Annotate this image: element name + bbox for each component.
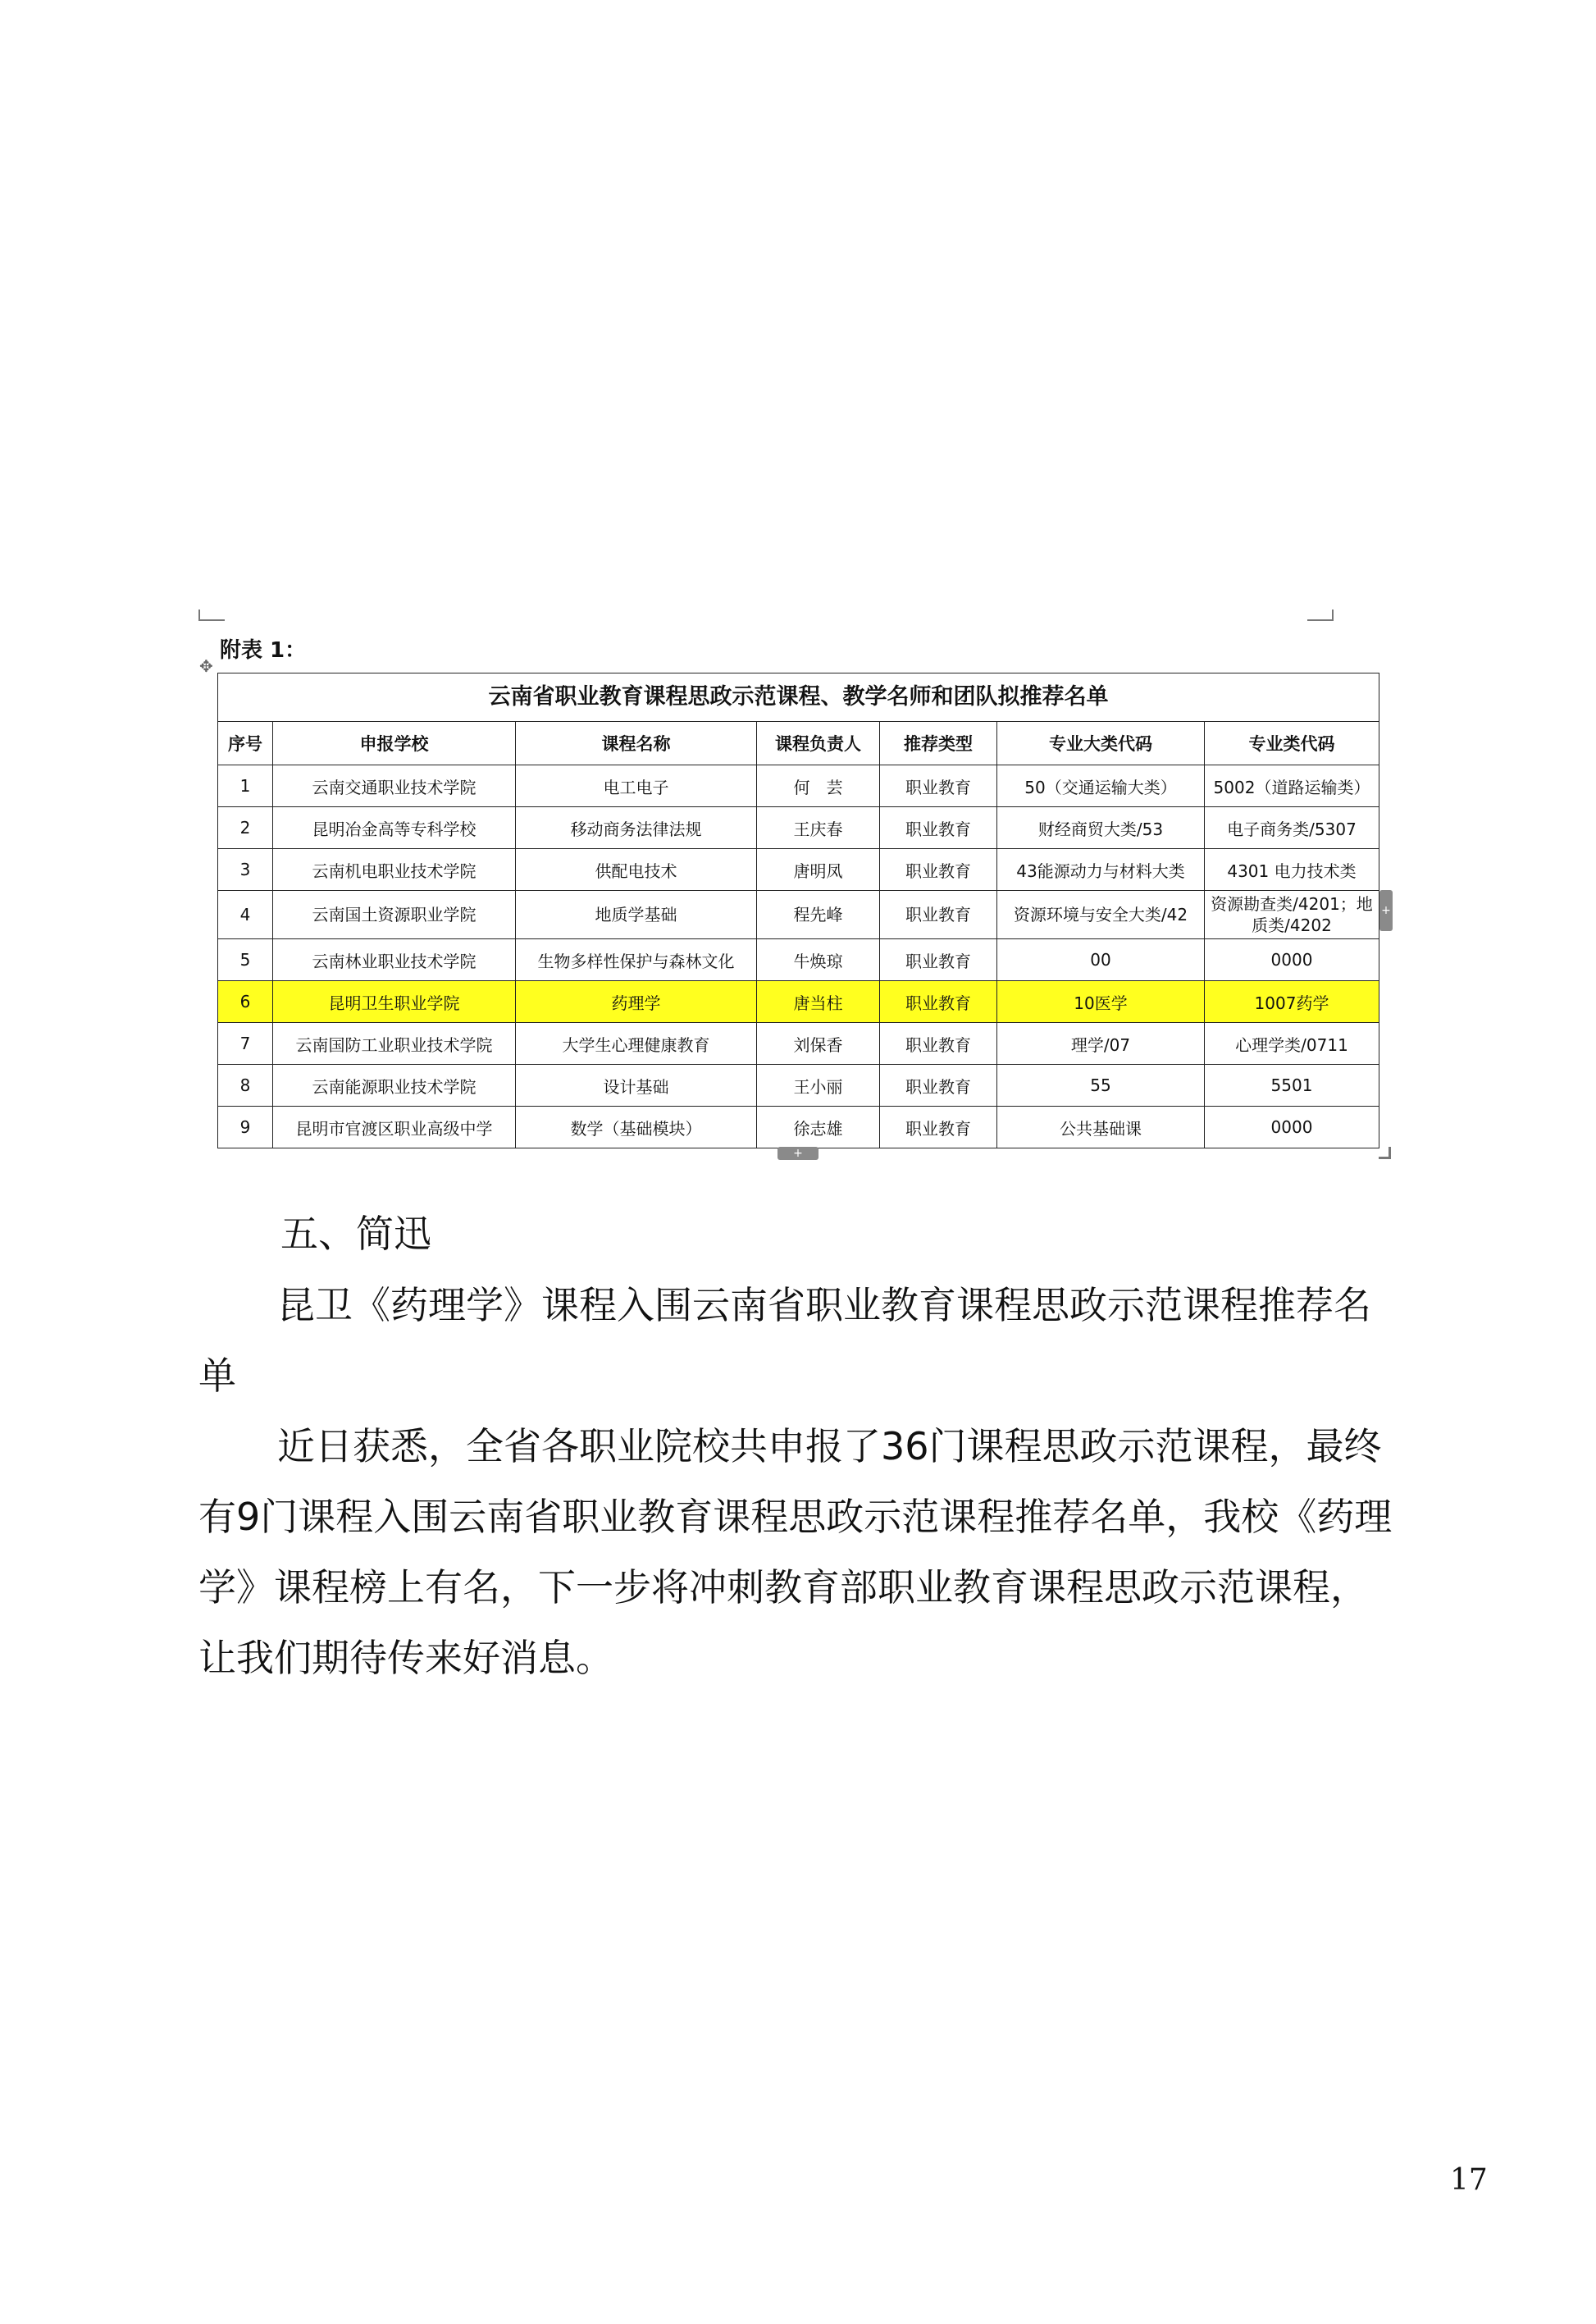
- cell-school: 云南国土资源职业学院: [273, 891, 516, 939]
- attachment-label: 附表 1：: [220, 638, 307, 663]
- cell-school: 云南能源职业技术学院: [273, 1065, 516, 1107]
- cell-school: 昆明卫生职业学院: [273, 981, 516, 1023]
- recommendation-table-wrapper: [217, 673, 1379, 1148]
- cell-type: 职业教育: [880, 1107, 997, 1148]
- cell-type: 职业教育: [880, 765, 997, 807]
- cell-course: 供配电技术: [516, 849, 757, 891]
- cell-course: 地质学基础: [516, 891, 757, 939]
- cell-index: 9: [218, 1107, 273, 1148]
- cell-school: 云南国防工业职业技术学院: [273, 1023, 516, 1065]
- table-row: [218, 1023, 1379, 1065]
- cell-index: 6: [218, 981, 273, 1023]
- cell-index: 8: [218, 1065, 273, 1107]
- table-move-handle-icon[interactable]: ✥: [199, 656, 213, 676]
- cell-lead: 何 芸: [757, 765, 880, 807]
- cell-major-code: 公共基础课: [997, 1107, 1205, 1148]
- cell-major-code: 财经商贸大类/53: [997, 807, 1205, 849]
- cell-school: 云南林业职业技术学院: [273, 939, 516, 981]
- header-lead: 课程负责人: [757, 722, 880, 765]
- add-row-button[interactable]: +: [777, 1147, 819, 1160]
- cell-major-code: 50（交通运输大类）: [997, 765, 1205, 807]
- cell-lead: 刘保香: [757, 1023, 880, 1065]
- cell-major-code: 10医学: [997, 981, 1205, 1023]
- cell-course: 电工电子: [516, 765, 757, 807]
- cell-index: 7: [218, 1023, 273, 1065]
- cell-type: 职业教育: [880, 981, 997, 1023]
- crop-mark-top-left: [198, 610, 225, 621]
- cell-type: 职业教育: [880, 849, 997, 891]
- cell-course: 移动商务法律法规: [516, 807, 757, 849]
- table-row: [218, 1107, 1379, 1148]
- table-body: [218, 765, 1379, 1148]
- add-column-button[interactable]: +: [1379, 890, 1393, 931]
- cell-major-code: 43能源动力与材料大类: [997, 849, 1205, 891]
- cell-school: 云南交通职业技术学院: [273, 765, 516, 807]
- table-title: 云南省职业教育课程思政示范课程、教学名师和团队拟推荐名单: [217, 673, 1379, 721]
- cell-school: 云南机电职业技术学院: [273, 849, 516, 891]
- cell-lead: 牛焕琼: [757, 939, 880, 981]
- cell-type: 职业教育: [880, 939, 997, 981]
- table-row: [218, 891, 1379, 939]
- cell-major-code: 理学/07: [997, 1023, 1205, 1065]
- cell-major-code: 00: [997, 939, 1205, 981]
- cell-index: 1: [218, 765, 273, 807]
- cell-index: 4: [218, 891, 273, 939]
- header-type: 推荐类型: [880, 722, 997, 765]
- header-school: 申报学校: [273, 722, 516, 765]
- cell-lead: 王庆春: [757, 807, 880, 849]
- cell-lead: 王小丽: [757, 1065, 880, 1107]
- cell-lead: 徐志雄: [757, 1107, 880, 1148]
- news-body: 近日获悉，全省各职业院校共申报了36门课程思政示范课程，最终有9门课程入围云南省职业教育课程思政示范课程推荐名单，我校《药理学》课程榜上有名，下一步将冲刺教育部职业教育课程思政示范课程，让我们期待传来好消息。: [198, 1424, 1393, 1680]
- cell-category-code: 0000: [1205, 939, 1379, 981]
- header-category-code: 专业类代码: [1205, 722, 1379, 765]
- section-heading: 五、简迅: [280, 1212, 431, 1256]
- cell-category-code: 5501: [1205, 1065, 1379, 1107]
- cell-major-code: 资源环境与安全大类/42: [997, 891, 1205, 939]
- cell-category-code: 0000: [1205, 1107, 1379, 1148]
- header-index: 序号: [218, 722, 273, 765]
- cell-category-code: 心理学类/0711: [1205, 1023, 1379, 1065]
- cell-course: 生物多样性保护与森林文化: [516, 939, 757, 981]
- table-row: [218, 939, 1379, 981]
- cell-type: 职业教育: [880, 891, 997, 939]
- cell-lead: 唐明凤: [757, 849, 880, 891]
- table-row: [218, 849, 1379, 891]
- cell-course: 数学（基础模块）: [516, 1107, 757, 1148]
- cell-index: 2: [218, 807, 273, 849]
- cell-school: 昆明冶金高等专科学校: [273, 807, 516, 849]
- cell-category-code: 4301 电力技术类: [1205, 849, 1379, 891]
- cell-lead: 唐当柱: [757, 981, 880, 1023]
- table-row: [218, 765, 1379, 807]
- cell-index: 5: [218, 939, 273, 981]
- news-title: 昆卫《药理学》课程入围云南省职业教育课程思政示范课程推荐名单: [198, 1283, 1371, 1398]
- crop-mark-top-right: [1307, 610, 1334, 621]
- cell-category-code: 1007药学: [1205, 981, 1379, 1023]
- cell-type: 职业教育: [880, 1065, 997, 1107]
- table-header-row: [218, 722, 1379, 765]
- header-course: 课程名称: [516, 722, 757, 765]
- cell-category-code: 5002（道路运输类）: [1205, 765, 1379, 807]
- cell-category-code: 电子商务类/5307: [1205, 807, 1379, 849]
- page-number: 17: [1450, 2163, 1488, 2197]
- header-major-code: 专业大类代码: [997, 722, 1205, 765]
- table-row: [218, 981, 1379, 1023]
- cell-category-code: 资源勘查类/4201；地质类/4202: [1205, 891, 1379, 939]
- cell-major-code: 55: [997, 1065, 1205, 1107]
- cell-course: 设计基础: [516, 1065, 757, 1107]
- recommendation-table: [217, 673, 1379, 1148]
- cell-index: 3: [218, 849, 273, 891]
- cell-course: 大学生心理健康教育: [516, 1023, 757, 1065]
- cell-type: 职业教育: [880, 1023, 997, 1065]
- cell-course: 药理学: [516, 981, 757, 1023]
- table-row: [218, 807, 1379, 849]
- table-row: [218, 1065, 1379, 1107]
- table-resize-handle[interactable]: [1379, 1147, 1391, 1159]
- cell-type: 职业教育: [880, 807, 997, 849]
- cell-lead: 程先峰: [757, 891, 880, 939]
- cell-school: 昆明市官渡区职业高级中学: [273, 1107, 516, 1148]
